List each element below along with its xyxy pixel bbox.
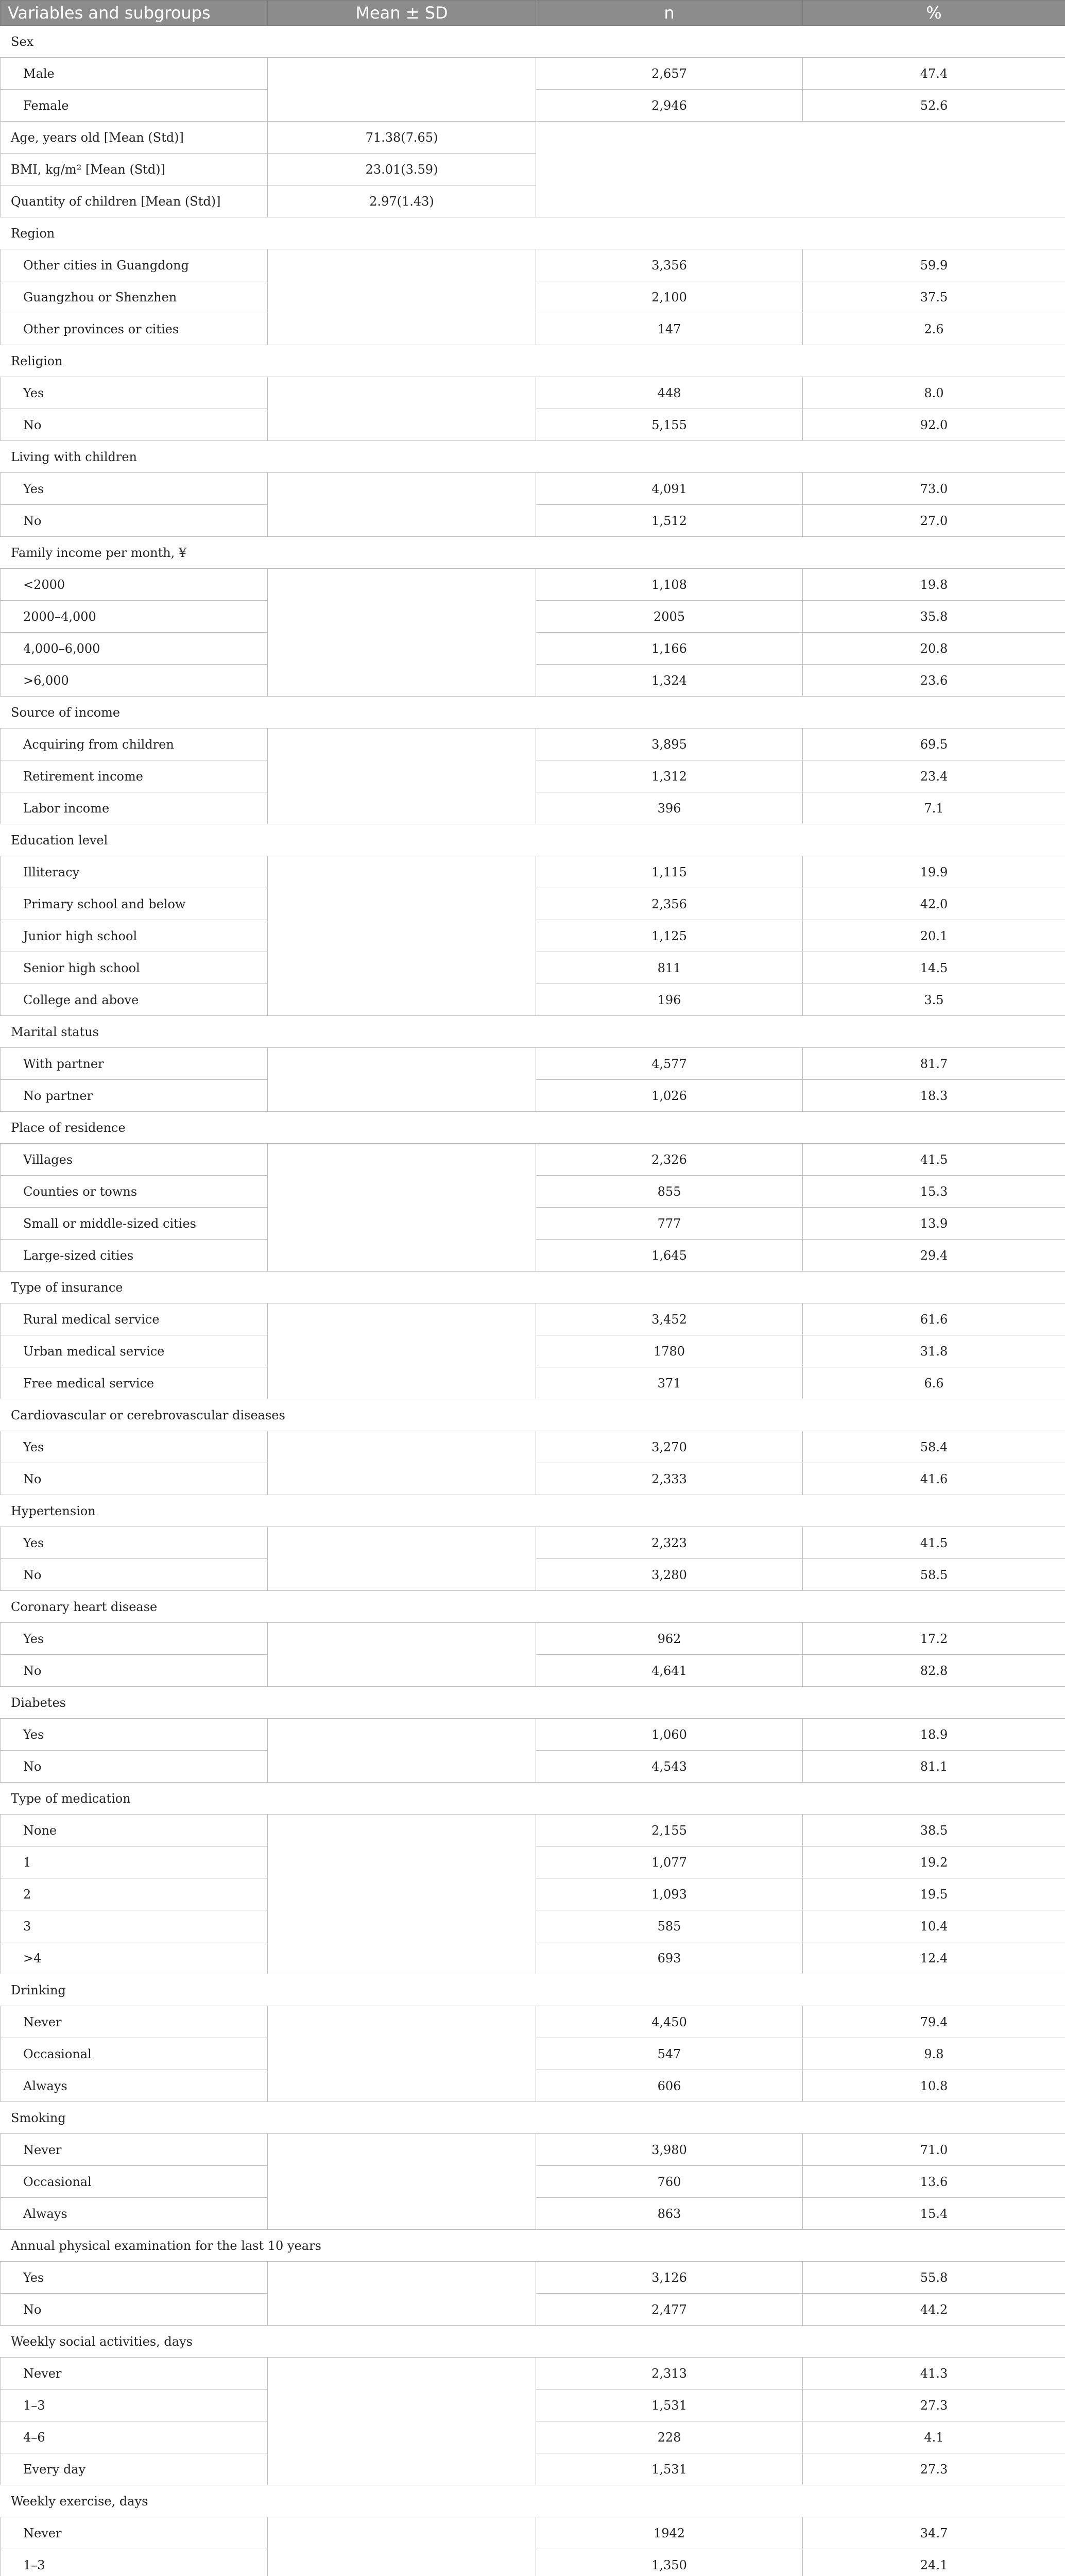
n-cell: 1,645 — [536, 1240, 803, 1272]
n-cell: 1,077 — [536, 1846, 803, 1878]
percent-cell: 52.6 — [803, 90, 1065, 122]
percent-cell: 71.0 — [803, 2134, 1065, 2166]
section-row — [1, 2230, 1065, 2262]
subgroup-label: With partner — [1, 1048, 268, 1080]
section-row — [1, 824, 1065, 856]
subgroup-label: Yes — [1, 377, 268, 409]
section-title: Weekly social activities, days — [1, 2326, 1065, 2358]
percent-cell: 81.1 — [803, 1751, 1065, 1783]
n-cell: 448 — [536, 377, 803, 409]
section-row — [1, 2102, 1065, 2134]
n-cell: 3,895 — [536, 728, 803, 760]
n-cell: 1,115 — [536, 856, 803, 888]
percent-cell: 27.0 — [803, 505, 1065, 537]
section-row — [1, 345, 1065, 377]
percent-cell: 31.8 — [803, 1335, 1065, 1367]
n-cell: 1,512 — [536, 505, 803, 537]
subgroup-label: >6,000 — [1, 665, 268, 697]
n-cell: 228 — [536, 2421, 803, 2453]
table-body — [1, 26, 1065, 2576]
percent-cell: 13.6 — [803, 2166, 1065, 2198]
header-percent: % — [803, 1, 1065, 26]
section-title: Smoking — [1, 2102, 1065, 2134]
percent-cell: 24.1 — [803, 2549, 1065, 2576]
subgroup-label: Never — [1, 2517, 268, 2549]
subgroup-label: 4,000–6,000 — [1, 633, 268, 665]
table-row — [1, 1815, 1065, 1846]
subgroup-label: Yes — [1, 2262, 268, 2294]
table-row — [1, 58, 1065, 90]
section-row — [1, 1495, 1065, 1527]
percent-cell: 9.8 — [803, 2038, 1065, 2070]
section-title: Place of residence — [1, 1112, 1065, 1144]
subgroup-label: Yes — [1, 1719, 268, 1751]
n-cell: 2,100 — [536, 281, 803, 313]
n-cell: 1,531 — [536, 2389, 803, 2421]
table-header — [1, 1, 1065, 26]
table-row — [1, 249, 1065, 281]
percent-cell: 37.5 — [803, 281, 1065, 313]
percent-cell: 34.7 — [803, 2517, 1065, 2549]
subgroup-label: Junior high school — [1, 920, 268, 952]
n-cell: 2,155 — [536, 1815, 803, 1846]
section-row — [1, 1687, 1065, 1719]
mean-sd-empty-cell — [268, 1144, 536, 1272]
stat-row — [1, 122, 1065, 154]
percent-cell: 41.3 — [803, 2358, 1065, 2389]
mean-sd-empty-cell — [268, 1527, 536, 1591]
table-row — [1, 377, 1065, 409]
n-cell: 2,946 — [536, 90, 803, 122]
subgroup-label: Occasional — [1, 2038, 268, 2070]
percent-cell: 10.4 — [803, 1910, 1065, 1942]
stat-mean-sd: 23.01(3.59) — [268, 154, 536, 185]
n-cell: 1,166 — [536, 633, 803, 665]
subgroup-label: Yes — [1, 1623, 268, 1655]
percent-cell: 44.2 — [803, 2294, 1065, 2326]
n-cell: 2,356 — [536, 888, 803, 920]
n-cell: 1,324 — [536, 665, 803, 697]
percent-cell: 42.0 — [803, 888, 1065, 920]
percent-cell: 6.6 — [803, 1367, 1065, 1399]
table-row — [1, 1048, 1065, 1080]
n-cell: 371 — [536, 1367, 803, 1399]
percent-cell: 81.7 — [803, 1048, 1065, 1080]
table-row — [1, 1719, 1065, 1751]
mean-sd-empty-cell — [268, 1303, 536, 1399]
section-title: Sex — [1, 26, 1065, 58]
subgroup-label: 2 — [1, 1878, 268, 1910]
subgroup-label: Illiteracy — [1, 856, 268, 888]
n-cell: 811 — [536, 952, 803, 984]
percent-cell: 15.3 — [803, 1176, 1065, 1208]
section-row — [1, 1016, 1065, 1048]
section-title: Type of insurance — [1, 1272, 1065, 1303]
subgroup-label: No — [1, 1463, 268, 1495]
percent-cell: 12.4 — [803, 1942, 1065, 1974]
n-cell: 760 — [536, 2166, 803, 2198]
percent-cell: 27.3 — [803, 2453, 1065, 2485]
mean-sd-empty-cell — [268, 1623, 536, 1687]
n-cell: 1,350 — [536, 2549, 803, 2576]
percent-cell: 13.9 — [803, 1208, 1065, 1240]
n-cell: 3,126 — [536, 2262, 803, 2294]
n-cell: 962 — [536, 1623, 803, 1655]
table-row — [1, 1431, 1065, 1463]
subgroup-label: Other cities in Guangdong — [1, 249, 268, 281]
n-cell: 1942 — [536, 2517, 803, 2549]
percent-cell: 35.8 — [803, 601, 1065, 633]
mean-sd-empty-cell — [268, 249, 536, 345]
percent-cell: 18.9 — [803, 1719, 1065, 1751]
section-title: Family income per month, ¥ — [1, 537, 1065, 569]
subgroup-label: Retirement income — [1, 760, 268, 792]
n-cell: 606 — [536, 2070, 803, 2102]
section-title: Region — [1, 217, 1065, 249]
subgroup-label: Acquiring from children — [1, 728, 268, 760]
subgroup-label: Male — [1, 58, 268, 90]
subgroup-label: Other provinces or cities — [1, 313, 268, 345]
mean-sd-empty-cell — [268, 1719, 536, 1783]
percent-cell: 59.9 — [803, 249, 1065, 281]
percent-cell: 38.5 — [803, 1815, 1065, 1846]
table-row — [1, 1303, 1065, 1335]
subgroup-label: No partner — [1, 1080, 268, 1112]
n-cell: 196 — [536, 984, 803, 1016]
n-cell: 2,477 — [536, 2294, 803, 2326]
n-cell: 777 — [536, 1208, 803, 1240]
n-cell: 1,060 — [536, 1719, 803, 1751]
n-cell: 2,313 — [536, 2358, 803, 2389]
subgroup-label: Yes — [1, 473, 268, 505]
subgroup-label: Yes — [1, 1431, 268, 1463]
percent-cell: 20.1 — [803, 920, 1065, 952]
subgroup-label: Yes — [1, 1527, 268, 1559]
n-cell: 4,450 — [536, 2006, 803, 2038]
percent-cell: 3.5 — [803, 984, 1065, 1016]
percent-cell: 55.8 — [803, 2262, 1065, 2294]
section-title: Annual physical examination for the last 10 years — [1, 2230, 1065, 2262]
subgroup-label: Guangzhou or Shenzhen — [1, 281, 268, 313]
section-row — [1, 2326, 1065, 2358]
section-row — [1, 2485, 1065, 2517]
percent-cell: 58.5 — [803, 1559, 1065, 1591]
subgroup-label: No — [1, 1751, 268, 1783]
header-variables: Variables and subgroups — [1, 1, 268, 26]
n-cell: 863 — [536, 2198, 803, 2230]
percent-cell: 2.6 — [803, 313, 1065, 345]
section-title: Cardiovascular or cerebrovascular diseases — [1, 1399, 1065, 1431]
percent-cell: 19.9 — [803, 856, 1065, 888]
percent-cell: 41.6 — [803, 1463, 1065, 1495]
percent-cell: 82.8 — [803, 1655, 1065, 1687]
mean-sd-empty-cell — [268, 2262, 536, 2326]
section-row — [1, 217, 1065, 249]
n-cell: 585 — [536, 1910, 803, 1942]
subgroup-label: >4 — [1, 1942, 268, 1974]
n-cell: 2,326 — [536, 1144, 803, 1176]
percent-cell: 73.0 — [803, 473, 1065, 505]
subgroup-label: Never — [1, 2134, 268, 2166]
n-cell: 3,980 — [536, 2134, 803, 2166]
n-cell: 3,356 — [536, 249, 803, 281]
stat-mean-sd: 2.97(1.43) — [268, 185, 536, 217]
section-row — [1, 1112, 1065, 1144]
percent-cell: 4.1 — [803, 2421, 1065, 2453]
subgroup-label: Labor income — [1, 792, 268, 824]
mean-sd-empty-cell — [268, 1048, 536, 1112]
subgroup-label: 4–6 — [1, 2421, 268, 2453]
subgroup-label: Never — [1, 2006, 268, 2038]
subgroup-label: Large-sized cities — [1, 1240, 268, 1272]
subgroup-label: Senior high school — [1, 952, 268, 984]
percent-cell: 19.2 — [803, 1846, 1065, 1878]
subgroup-label: 1–3 — [1, 2389, 268, 2421]
subgroup-label: No — [1, 2294, 268, 2326]
mean-sd-empty-cell — [268, 2517, 536, 2576]
section-title: Education level — [1, 824, 1065, 856]
subgroup-label: Rural medical service — [1, 1303, 268, 1335]
table-row — [1, 728, 1065, 760]
section-title: Diabetes — [1, 1687, 1065, 1719]
subgroup-label: College and above — [1, 984, 268, 1016]
section-title: Hypertension — [1, 1495, 1065, 1527]
n-cell: 3,280 — [536, 1559, 803, 1591]
percent-cell: 20.8 — [803, 633, 1065, 665]
stat-label: Quantity of children [Mean (Std)] — [1, 185, 268, 217]
mean-sd-empty-cell — [268, 2134, 536, 2230]
percent-cell: 10.8 — [803, 2070, 1065, 2102]
table-row — [1, 856, 1065, 888]
mean-sd-empty-cell — [268, 473, 536, 537]
section-row — [1, 697, 1065, 728]
percent-cell: 58.4 — [803, 1431, 1065, 1463]
mean-sd-empty-cell — [268, 2358, 536, 2485]
n-cell: 1,125 — [536, 920, 803, 952]
table-row — [1, 2358, 1065, 2389]
subgroup-label: 1 — [1, 1846, 268, 1878]
n-cell: 4,641 — [536, 1655, 803, 1687]
section-title: Marital status — [1, 1016, 1065, 1048]
mean-sd-empty-cell — [268, 1431, 536, 1495]
subgroup-label: No — [1, 1559, 268, 1591]
section-title: Type of medication — [1, 1783, 1065, 1815]
subgroup-label: Urban medical service — [1, 1335, 268, 1367]
section-title: Coronary heart disease — [1, 1591, 1065, 1623]
n-cell: 3,452 — [536, 1303, 803, 1335]
table-row — [1, 569, 1065, 601]
subgroup-label: Free medical service — [1, 1367, 268, 1399]
mean-sd-empty-cell — [268, 856, 536, 1016]
n-cell: 547 — [536, 2038, 803, 2070]
section-title: Drinking — [1, 1974, 1065, 2006]
n-cell: 1,312 — [536, 760, 803, 792]
section-row — [1, 1272, 1065, 1303]
section-row — [1, 1591, 1065, 1623]
n-cell: 4,091 — [536, 473, 803, 505]
n-cell: 3,270 — [536, 1431, 803, 1463]
section-title: Weekly exercise, days — [1, 2485, 1065, 2517]
percent-cell: 8.0 — [803, 377, 1065, 409]
percent-cell: 23.6 — [803, 665, 1065, 697]
stat-mean-sd: 71.38(7.65) — [268, 122, 536, 154]
n-cell: 396 — [536, 792, 803, 824]
percent-cell: 17.2 — [803, 1623, 1065, 1655]
subgroup-label: Occasional — [1, 2166, 268, 2198]
percent-cell: 69.5 — [803, 728, 1065, 760]
mean-sd-empty-cell — [268, 58, 536, 122]
subgroup-label: 3 — [1, 1910, 268, 1942]
n-cell: 1,026 — [536, 1080, 803, 1112]
section-row — [1, 26, 1065, 58]
table-row — [1, 2262, 1065, 2294]
percent-cell: 61.6 — [803, 1303, 1065, 1335]
table-row — [1, 1623, 1065, 1655]
percent-cell: 27.3 — [803, 2389, 1065, 2421]
section-row — [1, 441, 1065, 473]
percent-cell: 47.4 — [803, 58, 1065, 90]
header-mean-sd: Mean ± SD — [268, 1, 536, 26]
subgroup-label: Always — [1, 2198, 268, 2230]
percent-cell: 15.4 — [803, 2198, 1065, 2230]
subgroup-label: 1–3 — [1, 2549, 268, 2576]
subgroup-label: Primary school and below — [1, 888, 268, 920]
subgroup-label: Small or middle-sized cities — [1, 1208, 268, 1240]
mean-sd-empty-cell — [268, 728, 536, 824]
n-cell: 855 — [536, 1176, 803, 1208]
n-cell: 4,543 — [536, 1751, 803, 1783]
subgroup-label: Female — [1, 90, 268, 122]
percent-cell: 92.0 — [803, 409, 1065, 441]
table-row — [1, 2006, 1065, 2038]
table-row — [1, 2517, 1065, 2549]
n-cell: 693 — [536, 1942, 803, 1974]
n-cell: 2,333 — [536, 1463, 803, 1495]
stat-label: BMI, kg/m² [Mean (Std)] — [1, 154, 268, 185]
table-row — [1, 1144, 1065, 1176]
subgroup-label: No — [1, 409, 268, 441]
table-row — [1, 1527, 1065, 1559]
n-cell: 1,093 — [536, 1878, 803, 1910]
percent-cell: 29.4 — [803, 1240, 1065, 1272]
mean-sd-empty-cell — [268, 1815, 536, 1974]
percent-cell: 14.5 — [803, 952, 1065, 984]
subgroup-label: None — [1, 1815, 268, 1846]
subgroup-label: <2000 — [1, 569, 268, 601]
n-cell: 2005 — [536, 601, 803, 633]
table-row — [1, 2134, 1065, 2166]
header-row — [1, 1, 1065, 26]
section-row — [1, 537, 1065, 569]
subgroup-label: No — [1, 505, 268, 537]
percent-cell: 23.4 — [803, 760, 1065, 792]
percent-cell: 79.4 — [803, 2006, 1065, 2038]
section-title: Living with children — [1, 441, 1065, 473]
n-cell: 4,577 — [536, 1048, 803, 1080]
subgroup-label: Always — [1, 2070, 268, 2102]
section-row — [1, 1783, 1065, 1815]
n-cell: 147 — [536, 313, 803, 345]
subgroup-label: No — [1, 1655, 268, 1687]
mean-sd-empty-cell — [268, 2006, 536, 2102]
mean-sd-empty-cell — [268, 569, 536, 697]
percent-cell: 19.5 — [803, 1878, 1065, 1910]
header-n: n — [536, 1, 803, 26]
subgroup-label: Counties or towns — [1, 1176, 268, 1208]
section-title: Religion — [1, 345, 1065, 377]
stat-label: Age, years old [Mean (Std)] — [1, 122, 268, 154]
mean-sd-empty-cell — [268, 377, 536, 441]
n-cell: 2,657 — [536, 58, 803, 90]
percent-cell: 7.1 — [803, 792, 1065, 824]
percent-cell: 18.3 — [803, 1080, 1065, 1112]
section-row — [1, 1399, 1065, 1431]
section-title: Source of income — [1, 697, 1065, 728]
subgroup-label: Never — [1, 2358, 268, 2389]
subgroup-label: Villages — [1, 1144, 268, 1176]
section-row — [1, 1974, 1065, 2006]
subgroup-label: Every day — [1, 2453, 268, 2485]
n-cell: 5,155 — [536, 409, 803, 441]
percent-cell: 41.5 — [803, 1527, 1065, 1559]
empty-cell — [536, 122, 1065, 217]
n-cell: 1,108 — [536, 569, 803, 601]
percent-cell: 41.5 — [803, 1144, 1065, 1176]
n-cell: 1,531 — [536, 2453, 803, 2485]
n-cell: 1780 — [536, 1335, 803, 1367]
subgroup-label: 2000–4,000 — [1, 601, 268, 633]
n-cell: 2,323 — [536, 1527, 803, 1559]
percent-cell: 19.8 — [803, 569, 1065, 601]
table-row — [1, 473, 1065, 505]
